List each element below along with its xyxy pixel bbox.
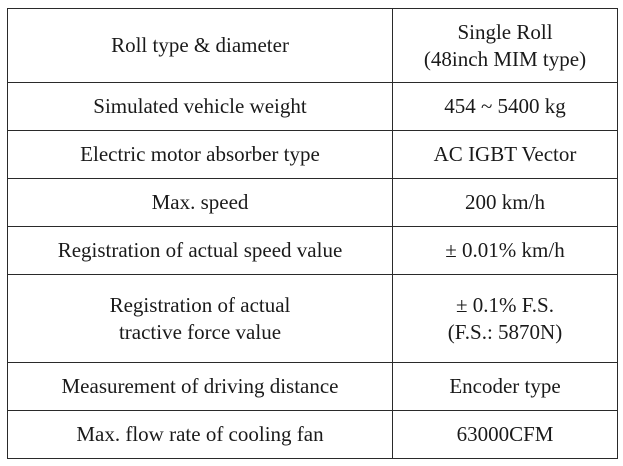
spec-value: AC IGBT Vector (433, 142, 577, 166)
spec-label: Roll type & diameter (111, 33, 289, 57)
table-row (8, 275, 618, 363)
spec-value: Single Roll (457, 19, 553, 44)
spec-value: ± 0.01% km/h (445, 238, 565, 262)
spec-label-cell (8, 179, 393, 227)
spec-label-cell (8, 227, 393, 275)
table-row (8, 9, 618, 83)
spec-value-cell (393, 275, 618, 363)
spec-label-cell (8, 275, 393, 363)
spec-value: (F.S.: 5870N) (447, 319, 563, 344)
spec-label-cell (8, 363, 393, 411)
spec-value-cell (393, 83, 618, 131)
spec-value: 454 ~ 5400 kg (444, 94, 566, 118)
spec-label: Max. speed (151, 190, 249, 214)
table-row (8, 83, 618, 131)
spec-label: Measurement of driving distance (61, 374, 339, 398)
spec-label: tractive force value (118, 319, 282, 344)
spec-value: 63000CFM (456, 422, 554, 446)
spec-value-cell (393, 179, 618, 227)
table-row (8, 227, 618, 275)
spec-label: Registration of actual speed value (57, 238, 343, 262)
spec-label-cell (8, 83, 393, 131)
spec-label-cell (8, 411, 393, 459)
table-row (8, 179, 618, 227)
spec-label: Electric motor absorber type (80, 142, 320, 166)
spec-value: ± 0.1% F.S. (456, 292, 554, 317)
spec-label: Registration of actual (109, 292, 291, 317)
table-row (8, 131, 618, 179)
spec-label: Simulated vehicle weight (93, 94, 307, 118)
table-row (8, 411, 618, 459)
spec-value-cell (393, 131, 618, 179)
spec-value: (48inch MIM type) (423, 46, 587, 71)
spec-value-cell (393, 227, 618, 275)
spec-value-cell (393, 9, 618, 83)
spec-value-cell (393, 411, 618, 459)
table-row (8, 363, 618, 411)
spec-label: Max. flow rate of cooling fan (76, 422, 324, 446)
spec-label-cell (8, 9, 393, 83)
spec-value: 200 km/h (465, 190, 545, 214)
specification-table (7, 8, 618, 459)
spec-label-cell (8, 131, 393, 179)
spec-value-cell (393, 363, 618, 411)
spec-value: Encoder type (449, 374, 561, 398)
